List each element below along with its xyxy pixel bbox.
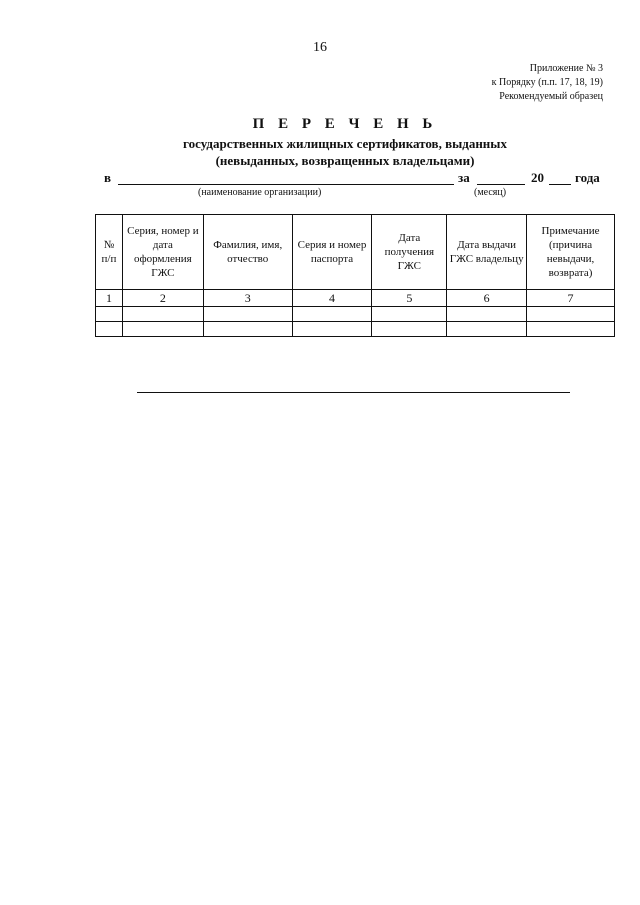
table-cell[interactable] [203,307,292,322]
header-full-name: Фамилия, имя, отчество [203,215,292,290]
month-line [477,170,525,185]
header-note: Примечание (причина невыдачи, возврата) [527,215,615,290]
year-line [549,170,571,185]
column-number: 5 [372,290,447,307]
annex-line-2: к Порядку (п.п. 17, 18, 19) [491,77,603,88]
table-cell[interactable] [96,322,123,337]
table-cell[interactable] [122,307,203,322]
table-cell[interactable] [292,322,372,337]
header-passport: Серия и номер паспорта [292,215,372,290]
table-cell[interactable] [122,322,203,337]
organization-line [118,170,454,185]
title-line-2: (невыданных, возвращенных владельцами) [215,153,475,168]
table-cell[interactable] [96,307,123,322]
year-prefix: 20 [531,170,544,185]
table-row [96,322,615,337]
za-label: за [458,170,470,185]
prefix-v: в [104,170,112,185]
month-hint: (месяц) [474,187,507,198]
year-suffix: года [575,170,600,185]
table-cell[interactable] [203,322,292,337]
annex-line-1: Приложение № 3 [529,63,603,74]
table-header-row [96,215,615,290]
column-number-row [96,290,615,307]
header-certificate: Серия, номер и дата оформления ГЖС [122,215,203,290]
table-cell[interactable] [527,307,615,322]
title-line-1: государственных жилищных сертификатов, выданных [183,136,507,151]
organization-hint: (наименование организации) [198,187,322,198]
header-issue-date: Дата выдачи ГЖС владельцу [447,215,527,290]
table-cell[interactable] [527,322,615,337]
column-number: 2 [122,290,203,307]
table-cell[interactable] [372,307,447,322]
table-cell[interactable] [372,322,447,337]
table-row [96,307,615,322]
header-received-date: Дата получения ГЖС [372,215,447,290]
table-cell[interactable] [447,307,527,322]
column-number: 6 [447,290,527,307]
column-number: 1 [96,290,123,307]
column-number: 4 [292,290,372,307]
annex-line-3: Рекомендуемый образец [499,91,603,102]
title-block [60,116,630,169]
column-number: 3 [203,290,292,307]
table-cell[interactable] [292,307,372,322]
header-number: № п/п [96,215,123,290]
column-number: 7 [527,290,615,307]
title-word: П Е Р Е Ч Е Н Ь [252,116,438,132]
page-number: 16 [313,40,327,55]
annex-note [492,62,603,104]
table-cell[interactable] [447,322,527,337]
register-table [95,214,615,337]
bottom-rule [137,392,570,393]
organization-row [104,170,604,188]
